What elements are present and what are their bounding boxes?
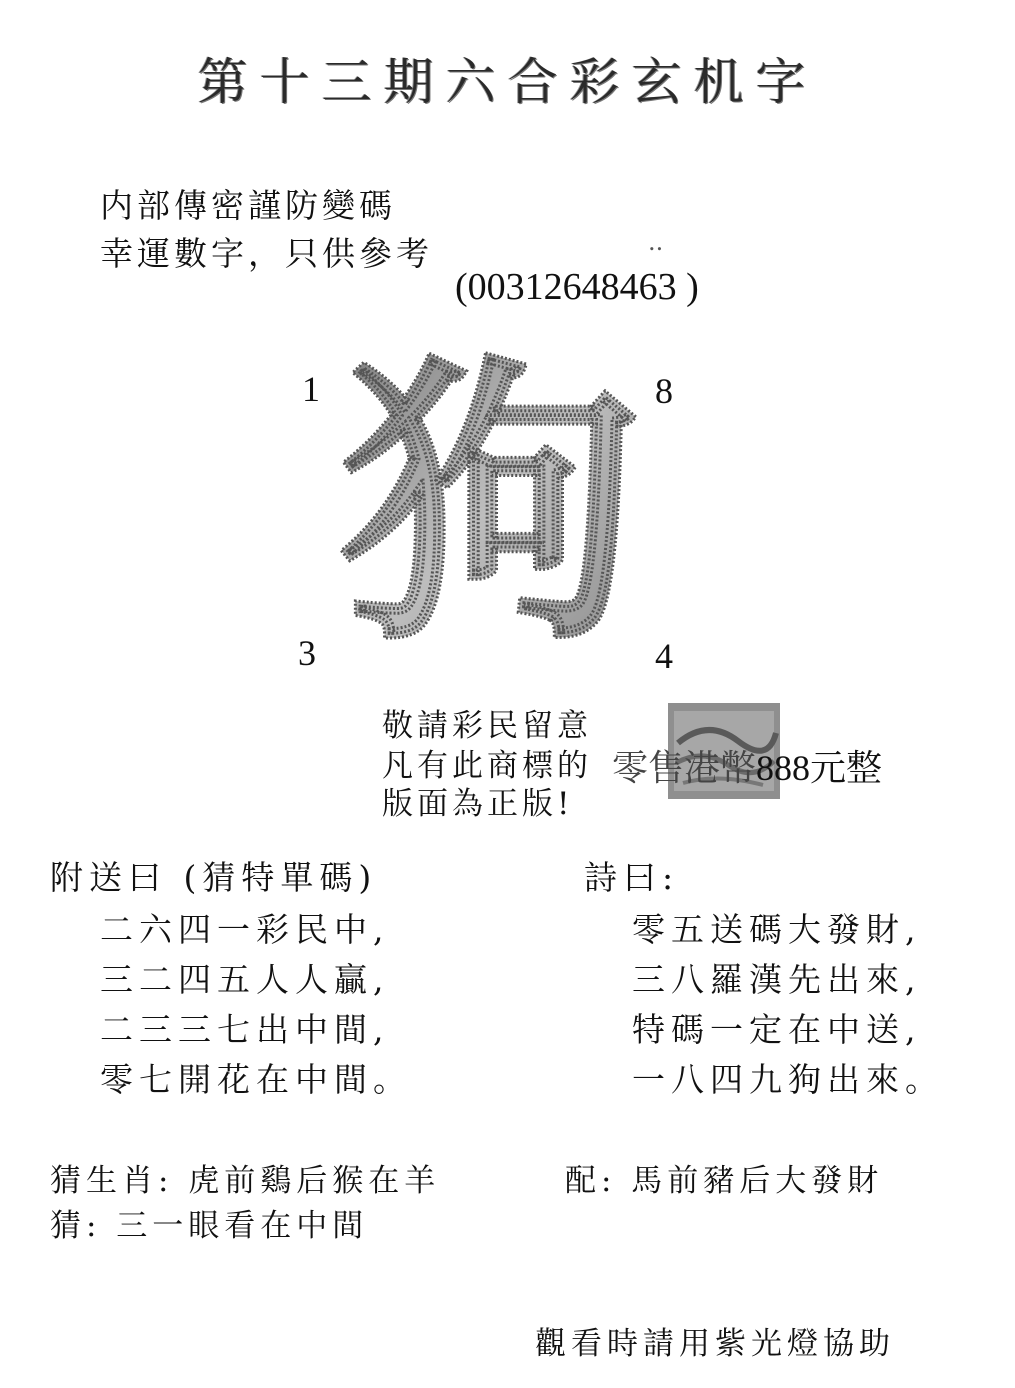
gift-heading: 附送曰 (猜特單碼) — [50, 858, 378, 897]
corner-number-bottom-left: 3 — [298, 633, 316, 673]
guess-number: 猜: 三一眼看在中間 — [50, 1208, 369, 1244]
corner-number-bottom-right: 4 — [655, 636, 673, 676]
notice-line-2: 凡有此商標的 — [382, 748, 592, 784]
footer-note: 觀看時請用紫光燈協助 — [535, 1326, 895, 1362]
poem-line-2: 三八羅漢先出來, — [632, 960, 922, 999]
intro-line-1: 内部傳密謹防變碼 — [100, 186, 396, 225]
corner-number-top-left: 1 — [302, 369, 320, 409]
poem-heading: 詩曰: — [584, 858, 680, 897]
poem-line-3: 特碼一定在中送, — [632, 1010, 922, 1049]
poem-line-4: 一八四九狗出來。 — [632, 1060, 944, 1099]
price-label: 零售港幣 — [612, 748, 757, 789]
big-character-glyph: 狗 — [340, 345, 640, 645]
price-text — [612, 740, 882, 791]
page-title: 第十三期六合彩玄机字 — [197, 53, 818, 111]
corner-number-top-right: 8 — [655, 371, 673, 411]
gift-line-3: 二三三七出中間, — [100, 1010, 390, 1049]
notice-line-3: 版面為正版! — [382, 786, 574, 822]
poem-line-1: 零五送碼大發財, — [632, 910, 922, 949]
guess-match: 配: 馬前豬后大發財 — [565, 1163, 884, 1199]
price-value: 888元整 — [756, 748, 883, 788]
guess-zodiac: 猜生肖: 虎前鷄后猴在羊 — [50, 1163, 441, 1199]
gift-line-4: 零七開花在中間。 — [100, 1060, 412, 1099]
notice-line-1: 敬請彩民留意 — [382, 708, 592, 744]
phone-number: (00312648463 ) — [455, 266, 699, 308]
dots-mark: .. — [648, 228, 664, 256]
intro-line-2: 幸運數字，只供參考 — [100, 234, 433, 273]
gift-line-2: 三二四五人人贏, — [100, 960, 390, 999]
gift-line-1: 二六四一彩民中, — [100, 910, 390, 949]
big-character-dog — [300, 345, 680, 645]
